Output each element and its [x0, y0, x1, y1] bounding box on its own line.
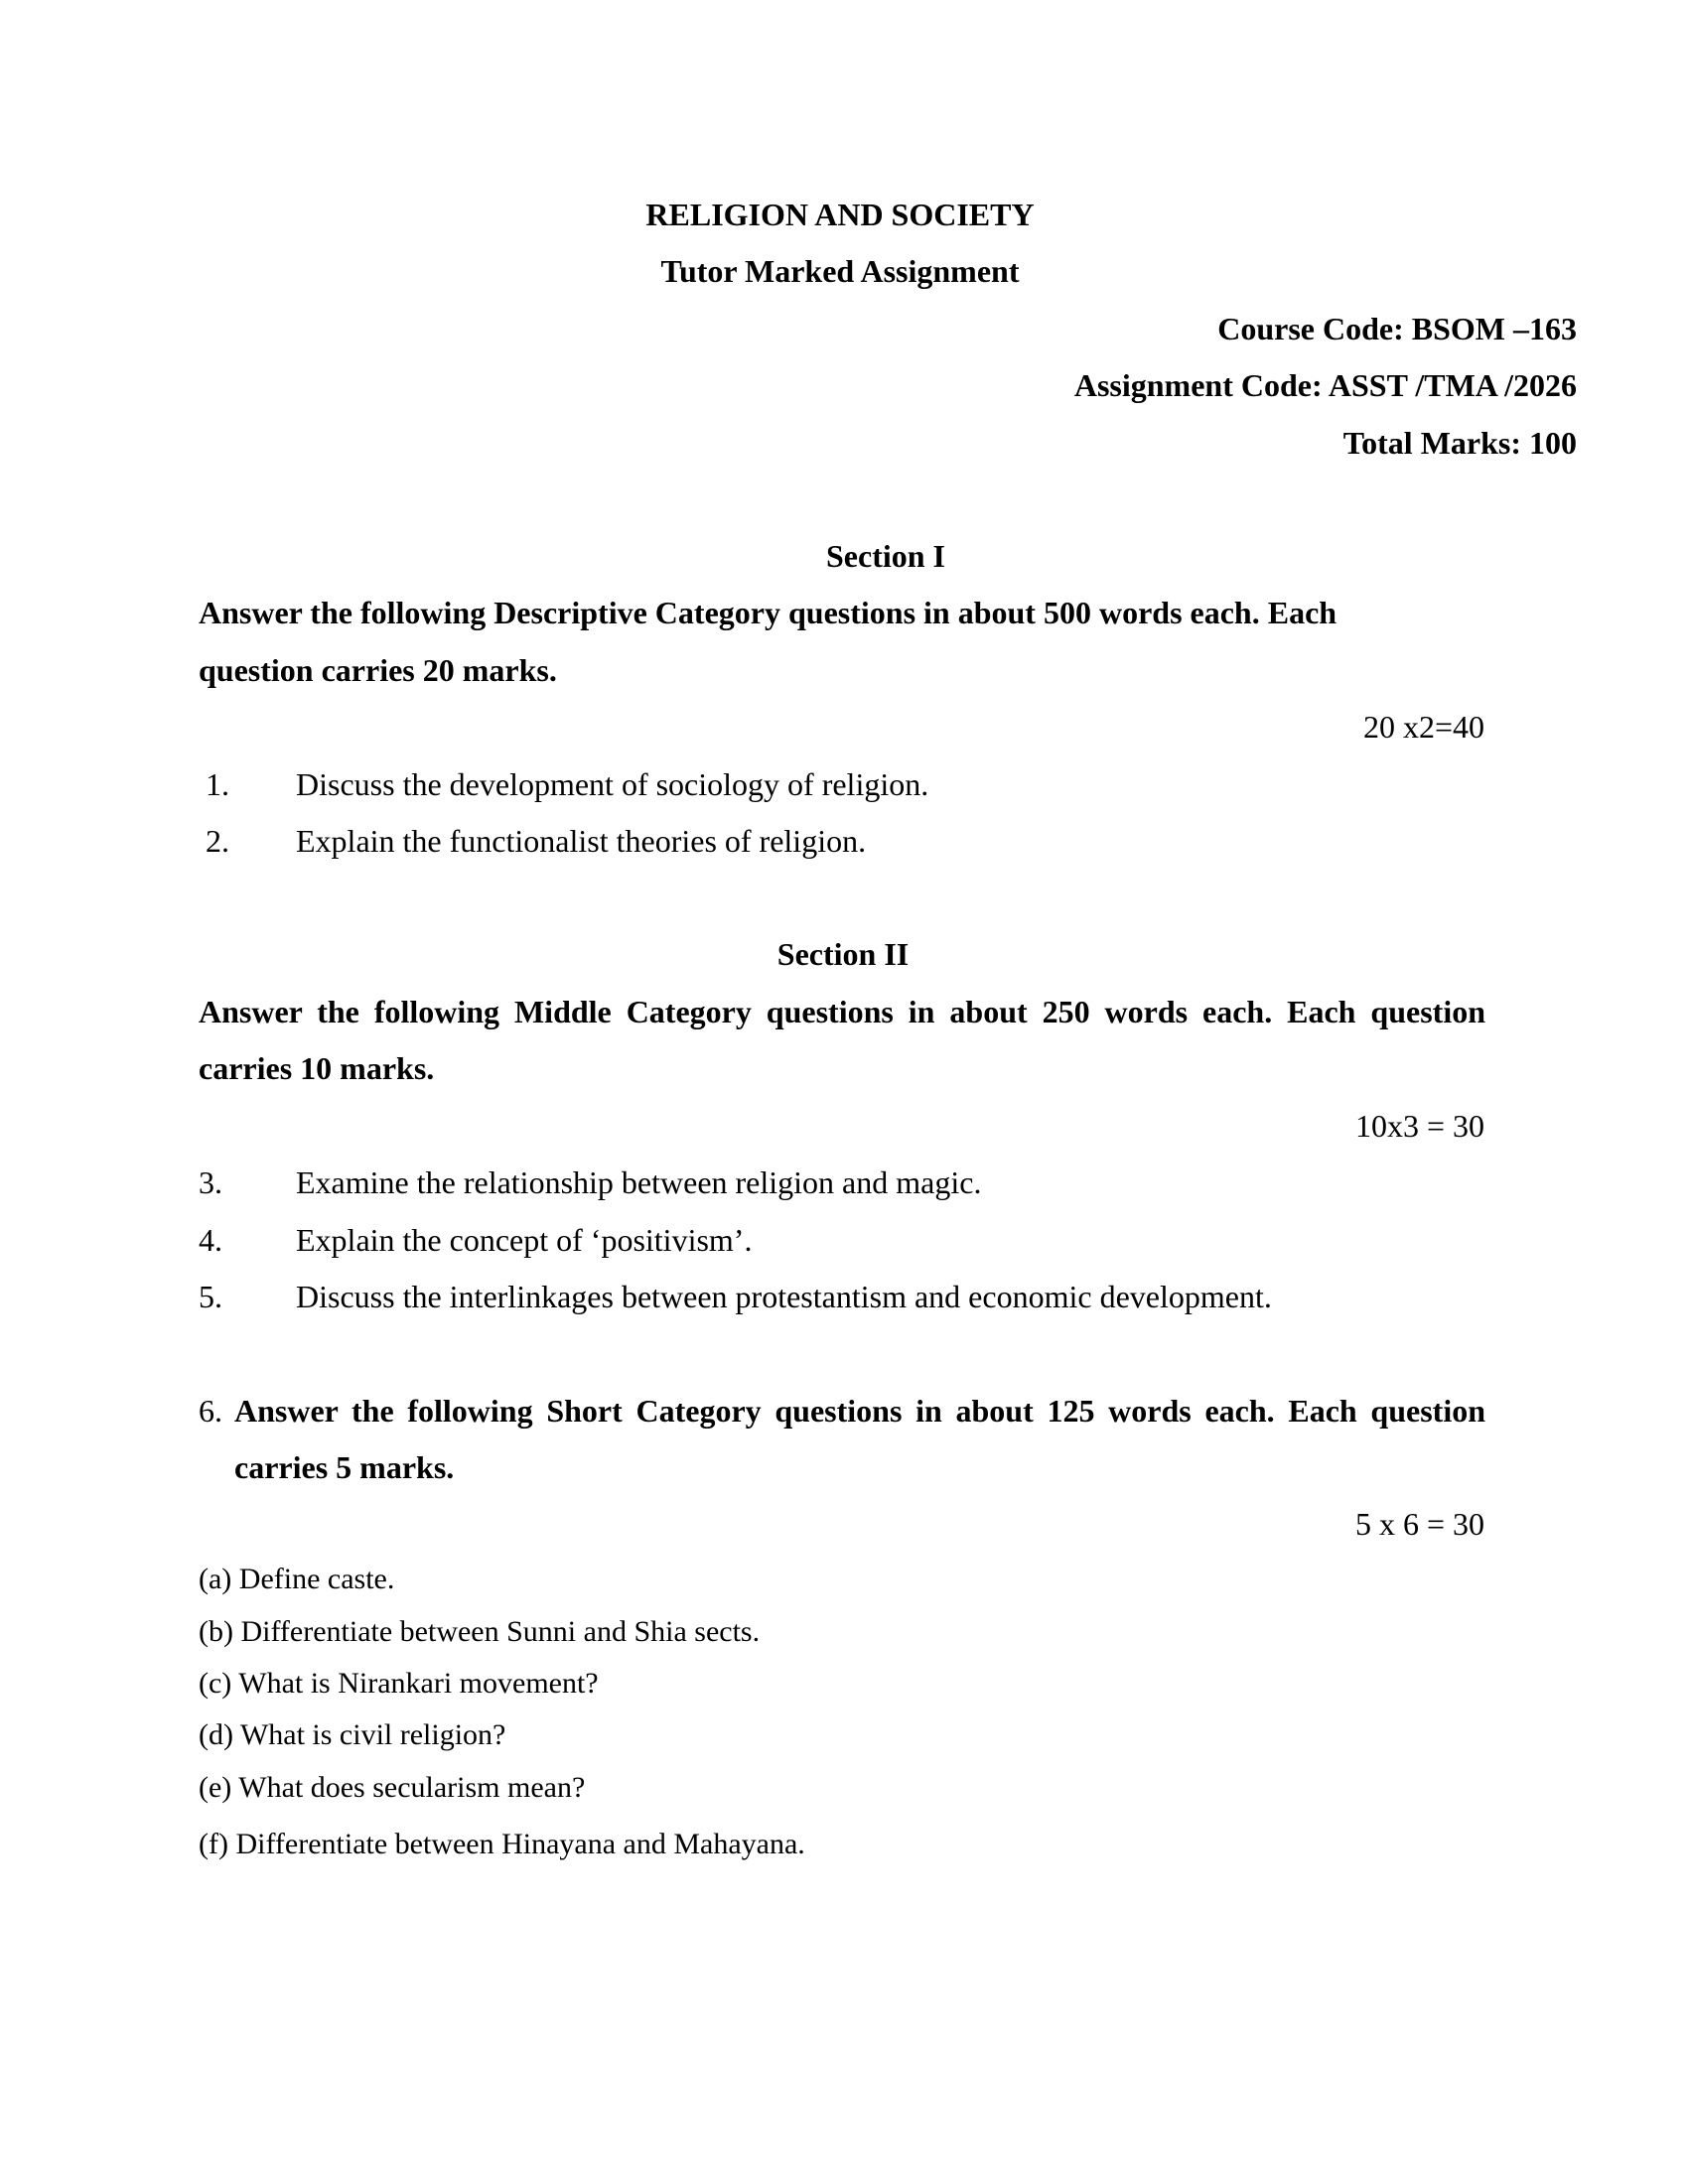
section-2-instruction-line1: Answer the following Middle Category questions in about 250 words each. Each question	[199, 994, 1485, 1029]
section-3-instruction-line2: carries 5 marks.	[234, 1449, 455, 1485]
short-question-b: (b) Differentiate between Sunni and Shia sects.	[199, 1615, 761, 1648]
short-question-a: (a) Define caste.	[199, 1563, 395, 1595]
course-code: Course Code: BSOM –163	[1217, 311, 1577, 346]
section-1-marks: 20 x2=40	[1362, 709, 1484, 745]
section-2-marks: 10x3 = 30	[1354, 1108, 1484, 1144]
assignment-code: Assignment Code: ASST /TMA /2026	[1073, 367, 1577, 403]
question-number-6: 6.	[199, 1393, 222, 1429]
short-question-f: (f) Differentiate between Hinayana and Mahayana.	[199, 1828, 805, 1860]
question-number-5: 5.	[199, 1279, 222, 1314]
question-number-1: 1.	[206, 766, 229, 802]
document-subtitle: Tutor Marked Assignment	[660, 253, 1020, 289]
question-number-3: 3.	[199, 1164, 222, 1200]
question-2-text: Explain the functionalist theories of religion.	[296, 823, 867, 859]
document-title: RELIGION AND SOCIETY	[645, 197, 1035, 232]
section-3-instruction-line1: Answer the following Short Category questions in about 125 words each. Each question	[234, 1393, 1485, 1429]
question-number-2: 2.	[206, 823, 229, 859]
section-3-marks: 5 x 6 = 30	[1354, 1506, 1484, 1542]
question-5-text: Discuss the interlinkages between protestantism and economic development.	[296, 1279, 1272, 1314]
question-number-4: 4.	[199, 1222, 222, 1258]
section-1-instruction-line2: question carries 20 marks.	[199, 652, 557, 688]
short-question-c: (c) What is Nirankari movement?	[199, 1667, 599, 1700]
section-1-instruction-line1: Answer the following Descriptive Category questions in about 500 words each. Each	[199, 595, 1337, 630]
short-question-d: (d) What is civil religion?	[199, 1718, 506, 1751]
question-3-text: Examine the relationship between religion and magic.	[296, 1164, 982, 1200]
question-1-text: Discuss the development of sociology of religion.	[296, 766, 929, 802]
section-2-heading: Section II	[776, 936, 910, 972]
section-1-heading: Section I	[826, 538, 945, 574]
short-question-e: (e) What does secularism mean?	[199, 1771, 586, 1804]
section-2-instruction-line2: carries 10 marks.	[199, 1050, 435, 1086]
total-marks: Total Marks: 100	[1342, 425, 1577, 461]
question-4-text: Explain the concept of ‘positivism’.	[296, 1222, 753, 1258]
